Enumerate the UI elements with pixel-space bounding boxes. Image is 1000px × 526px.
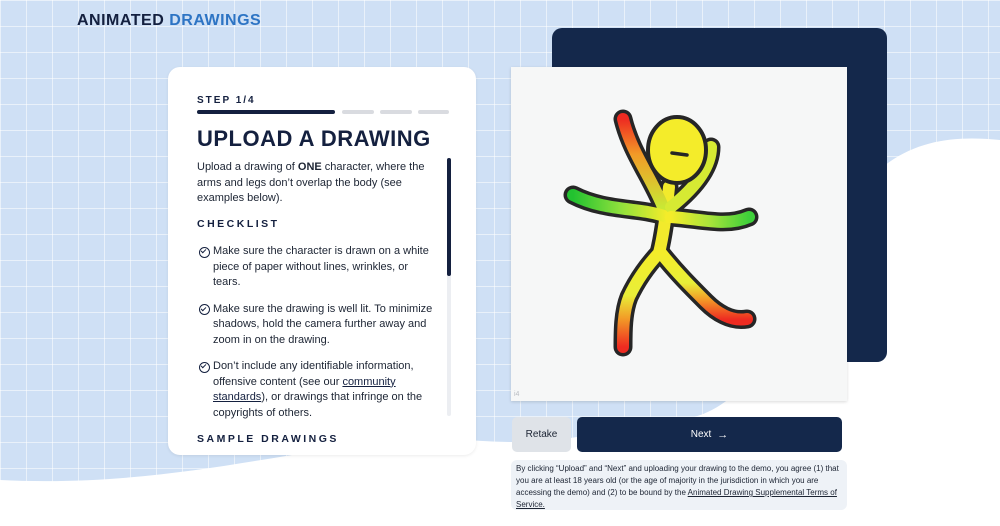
page-title: UPLOAD A DRAWING — [197, 126, 431, 151]
checklist-item — [197, 359, 437, 421]
checklist-item-text: Make sure the drawing is well lit. To minimize shadows, hold the camera further away and zoom in on the drawing. — [213, 302, 433, 346]
check-circle-icon — [199, 304, 210, 315]
next-button[interactable] — [577, 417, 842, 452]
step-progress-bar — [197, 110, 449, 114]
app-logo[interactable] — [77, 12, 261, 30]
logo-text-animated: ANIMATED — [77, 12, 165, 29]
intro-text-start: Upload a drawing of — [197, 161, 298, 173]
checklist-text-end: ), or drawings that infringe on the copyrights of others. — [213, 391, 423, 419]
checklist-item-text: Make sure the character is drawn on a white piece of paper without lines, wrinkles, or tears. — [213, 245, 429, 288]
progress-segment-1 — [197, 110, 335, 114]
image-corner-mark: i4 — [514, 391, 520, 398]
upload-instructions-card — [168, 67, 476, 455]
checklist-heading: CHECKLIST — [197, 217, 280, 230]
checklist-item-text — [213, 359, 437, 421]
logo-text-drawings: DRAWINGS — [169, 12, 262, 29]
check-circle-icon — [199, 362, 210, 373]
sample-drawings-heading: SAMPLE DRAWINGS — [197, 433, 339, 445]
uploaded-drawing-preview — [511, 67, 847, 401]
intro-text — [197, 160, 437, 207]
disclaimer-text: By clicking “Upload” and “Next” and uploading your drawing to the demo, you agree (1) that you are at least 18 years old (or the age of majority in the jurisdiction in which you are accessing the demo) and (2) to be bound by the — [516, 464, 839, 497]
arrow-right-icon: → — [717, 428, 729, 441]
progress-segment-4 — [418, 110, 449, 114]
scrollbar-track[interactable] — [447, 158, 451, 416]
check-circle-icon — [199, 247, 210, 258]
checklist-item — [197, 302, 437, 349]
intro-text-end: character, where the arms and legs don’t overlap the body (see examples below). — [197, 161, 425, 204]
scrollbar-thumb[interactable] — [447, 158, 451, 276]
instructions-scroll-area[interactable] — [197, 160, 437, 445]
retake-button[interactable]: Retake — [512, 417, 571, 452]
progress-segment-3 — [380, 110, 412, 114]
intro-text-bold: ONE — [297, 161, 322, 173]
stick-figure-drawing — [511, 67, 847, 401]
step-label: STEP 1/4 — [197, 95, 256, 106]
next-button-label: Next — [690, 429, 712, 440]
checklist-item — [197, 244, 437, 291]
progress-segment-2 — [342, 110, 374, 114]
supplemental-terms-link[interactable]: Animated Drawing Supplemental Terms of Service. — [516, 488, 837, 509]
terms-disclaimer — [511, 460, 847, 510]
community-standards-link[interactable]: community standards — [213, 375, 396, 403]
checklist-text-start: Don’t include any identifiable information, offensive content (see our — [213, 360, 414, 388]
